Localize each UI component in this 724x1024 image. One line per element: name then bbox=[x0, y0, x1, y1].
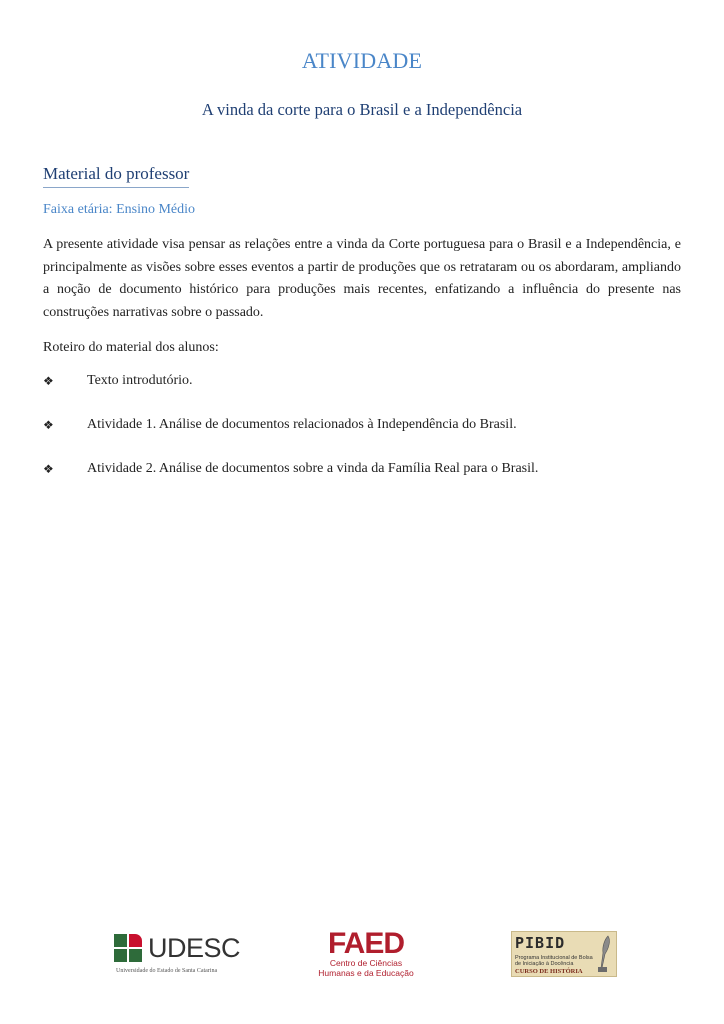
pibid-line-1: Programa Institucional de Bolsa bbox=[515, 955, 593, 961]
section-heading: Material do professor bbox=[43, 164, 189, 188]
list-item-text: Atividade 2. Análise de documentos sobre a vinda da Família Real para o Brasil. bbox=[87, 461, 539, 476]
pibid-logo bbox=[511, 931, 617, 977]
intro-paragraph: A presente atividade visa pensar as relações entre a vinda da Corte portuguesa para o Brasil e a Independência, e principalmente as visões sobre esses eventos a partir de produções que os retrataram ou os abordaram, ampliando a noção de documento histórico para produções mais recentes, enfatizando a influência do presente nas construções narrativas sobre o passado. bbox=[43, 237, 681, 320]
udesc-logo bbox=[114, 932, 241, 978]
document-subtitle: A vinda da corte para o Brasil e a Independência bbox=[201, 100, 523, 119]
udesc-subtitle: Universidade do Estado de Santa Catarina bbox=[116, 968, 218, 974]
document-title: ATIVIDADE bbox=[301, 48, 423, 73]
udesc-mark-icon bbox=[114, 934, 144, 964]
age-range: Faixa etária: Ensino Médio bbox=[43, 202, 196, 217]
footer-logos bbox=[0, 928, 724, 988]
pibid-line-2: de Iniciação à Docência bbox=[515, 961, 574, 967]
quill-pen-icon bbox=[596, 934, 612, 974]
list-item-text: Texto introdutório. bbox=[87, 373, 193, 388]
pibid-name: PIBID bbox=[515, 934, 566, 952]
list-item bbox=[43, 461, 538, 477]
list-item bbox=[43, 373, 193, 389]
diamond-bullet-icon: ❖ bbox=[43, 417, 54, 432]
diamond-bullet-icon: ❖ bbox=[43, 373, 54, 388]
list-item bbox=[43, 417, 517, 433]
list-item-text: Atividade 1. Análise de documentos relacionados à Independência do Brasil. bbox=[87, 417, 517, 432]
diamond-bullet-icon: ❖ bbox=[43, 461, 54, 476]
faed-brand: FAED bbox=[327, 927, 404, 960]
roteiro-label: Roteiro do material dos alunos: bbox=[43, 340, 219, 355]
faed-line-1: Centro de Ciências bbox=[329, 958, 403, 968]
faed-logo bbox=[316, 927, 416, 984]
faed-line-2: Humanas e da Educação bbox=[318, 968, 414, 978]
pibid-line-3: CURSO DE HISTÓRIA bbox=[515, 968, 583, 975]
udesc-name: UDESC bbox=[148, 933, 241, 963]
